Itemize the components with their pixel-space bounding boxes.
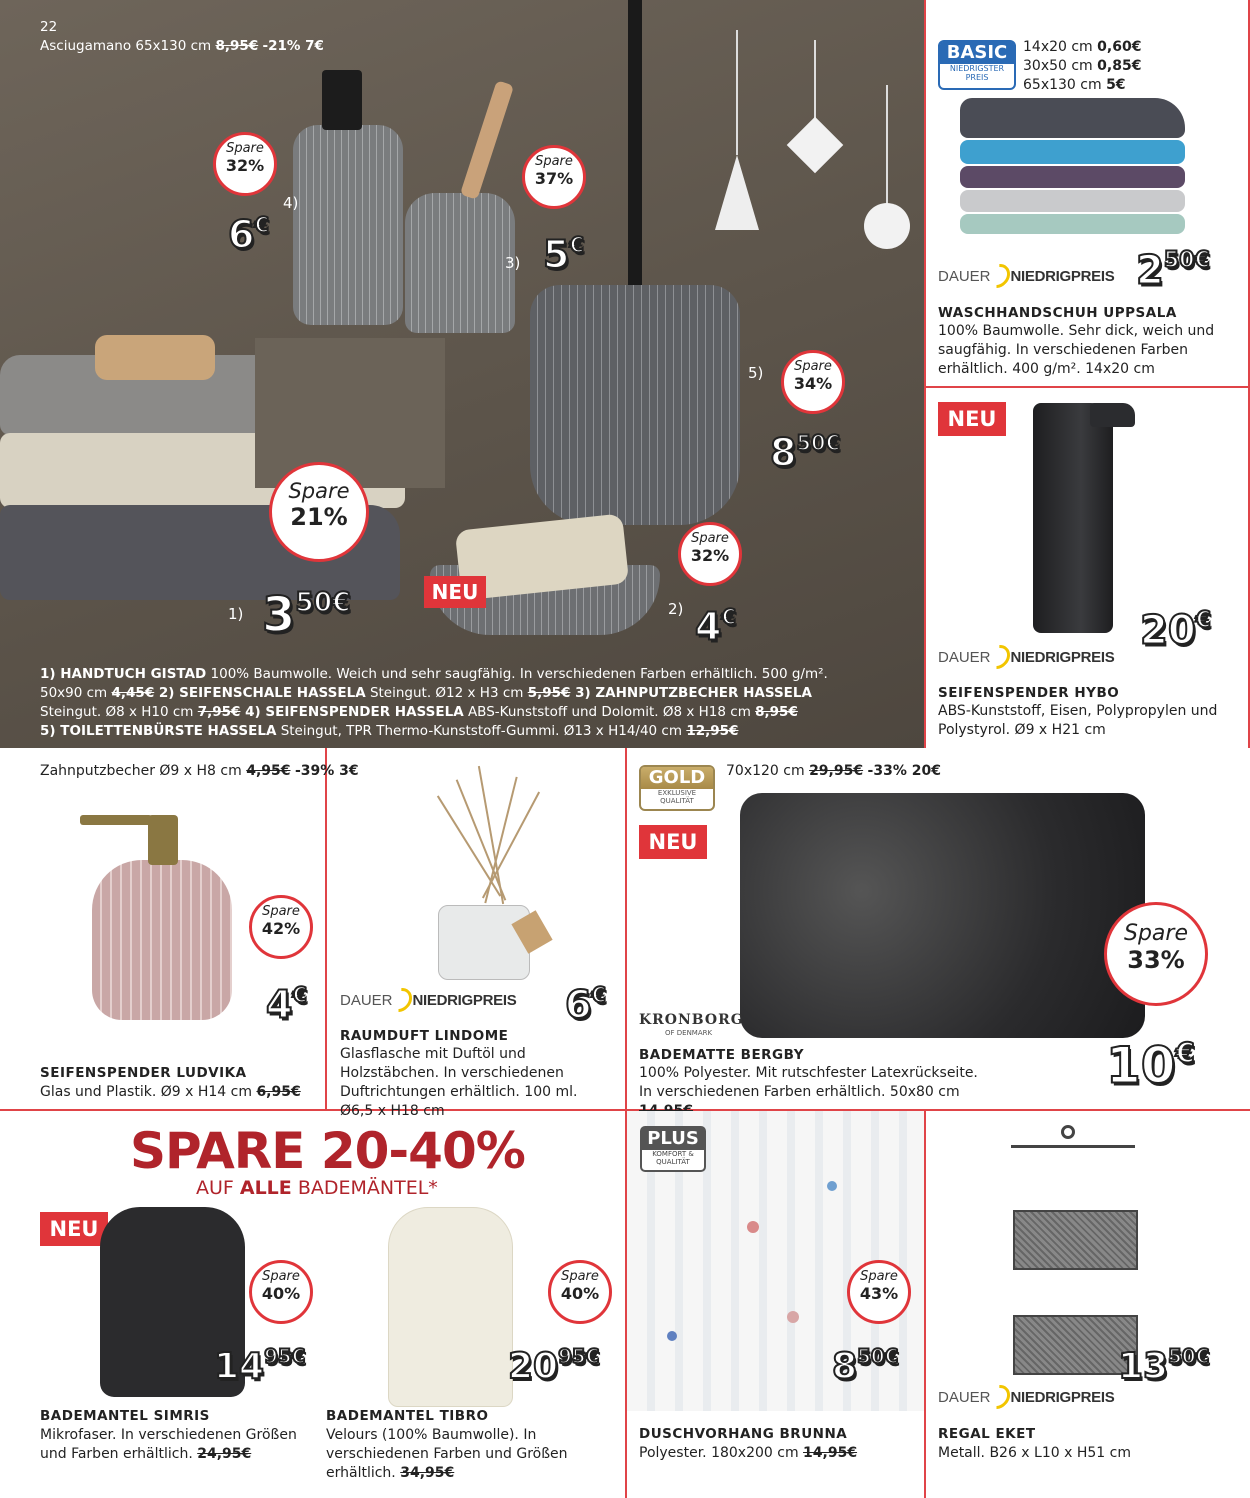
spare-badge: Spare 32%: [213, 132, 277, 196]
bathrobes-subheadline: AUF ALLE BADEMÄNTEL*: [196, 1177, 438, 1199]
ludvika-caption: Zahnputzbecher Ø9 x H8 cm 4,95€ -39% 3€: [40, 763, 359, 779]
product-title: SEIFENSPENDER HYBO: [938, 685, 1120, 701]
item-number: 5): [748, 364, 764, 382]
kronborg-logo: KRONBORG: [639, 1012, 744, 1028]
product-description: Metall. B26 x L10 x H51 cm: [938, 1445, 1131, 1461]
kronborg-subtitle: OF DENMARK: [665, 1029, 713, 1037]
toilet-brush-image: [530, 285, 740, 525]
product-description: ABS-Kunststoff, Eisen, Polypropylen und Polystyrol. Ø9 x H21 cm: [938, 703, 1218, 738]
product-title: BADEMANTEL SIMRIS: [40, 1408, 210, 1424]
price-brunna: $8^{50€}$: [832, 1345, 899, 1387]
product-description: Glasflasche mit Duftöl und Holzstäbchen. In verschiedenen Duftrichtungen erhältlich. 100 ml. Ø6,5 x H18 cm: [340, 1046, 578, 1119]
new-badge: NEU: [938, 402, 1006, 436]
gold-badge: GOLD EXKLUSIVE QUALITÄT: [639, 765, 715, 811]
product-description: Mikrofaser. In verschiedenen Größen und Farben erhältlich. 24,95€: [40, 1427, 297, 1462]
item-number: 4): [283, 194, 299, 212]
product-description: Velours (100% Baumwolle). In verschiedenen Farben und Größen erhältlich. 34,95€: [326, 1427, 568, 1481]
price-uppsala: $2^{50€}$: [1136, 247, 1210, 294]
spare-badge: Spare 37%: [522, 145, 586, 209]
price-simris: $14^{95€}$: [214, 1345, 306, 1387]
heart-ornament-icon: [782, 40, 848, 180]
spare-badge: Spare 40%: [249, 1260, 313, 1324]
price-toilet-brush: $8^{50€}$: [770, 430, 841, 475]
bathrobes-headline: SPARE 20-40%: [130, 1122, 525, 1180]
washcloth-stack-image: [960, 98, 1185, 250]
soap-dispenser-image: [293, 125, 403, 325]
soap-dispenser-hybo-image: [1033, 403, 1113, 633]
spare-badge: Spare 43%: [847, 1260, 911, 1324]
hero-panel: [0, 0, 925, 748]
price-lindome: 6€: [565, 982, 606, 1027]
hero-description: 1) HANDTUCH GISTAD 100% Baumwolle. Weich und sehr saugfähig. In verschiedenen Farben erhältlich. 500 g/m². 50x90 cm 4,45€ 2) SEIFENSCHALE HASSELA Steingut. Ø12 x H3 cm 5,95€ 3) ZAHNPUTZBECHER HASSELA Steingut. Ø8 x H10 cm 7,95€ 4) SEIFENSPENDER HASSELA ABS-Kunststoff und Dolomit. Ø8 x H18 cm 8,95€ 5) TOILETTENBÜRSTE HASSELA Steingut, TPR Thermo-Kunststoff-Gummi. Ø13 x H14/40 cm 12,95€: [40, 666, 828, 739]
spare-badge: Spare 40%: [548, 1260, 612, 1324]
spare-badge: Spare 32%: [678, 522, 742, 586]
new-badge: NEU: [40, 1212, 108, 1246]
price-towel-gistad: $3^{50€}$: [262, 586, 351, 643]
product-title: SEIFENSPENDER LUDVIKA: [40, 1065, 247, 1081]
dauer-niedrigpreis-logo: DAUER NIEDRIGPREIS: [938, 263, 1114, 289]
price-toothbrush-cup: 5€: [543, 232, 584, 277]
item-number: 1): [228, 605, 244, 623]
product-title: WASCHHANDSCHUH UPPSALA: [938, 305, 1177, 321]
item-number: 2): [668, 600, 684, 618]
spare-badge: Spare 21%: [269, 462, 369, 562]
price-hybo: 20€: [1140, 607, 1211, 654]
spare-badge: Spare 42%: [249, 895, 313, 959]
product-title: BADEMANTEL TIBRO: [326, 1408, 489, 1424]
product-title: BADEMATTE BERGBY: [639, 1047, 804, 1063]
toothbrush-cup-image: [405, 193, 515, 333]
hero-caption: Asciugamano 65x130 cm 8,95€ -21% 7€: [40, 38, 324, 54]
price-ludvika: 4€: [266, 982, 307, 1027]
bathrobe-tibro-image: [388, 1207, 513, 1407]
bauble-ornament-icon: [862, 85, 912, 255]
item-number: 3): [505, 254, 521, 272]
price-tibro: $20^{95€}$: [508, 1345, 600, 1387]
soap-dispenser-ludvika-image: [92, 860, 232, 1020]
bergby-caption: 70x120 cm 29,95€ -33% 20€: [726, 763, 941, 779]
tree-ornament-icon: [715, 30, 759, 230]
dauer-niedrigpreis-logo: DAUER NIEDRIGPREIS: [938, 644, 1114, 670]
basic-badge: BASIC NIEDRIGSTER PREIS: [938, 40, 1016, 90]
product-description: 100% Polyester. Mit rutschfester Latexrückseite. In verschiedenen Farben erhältlich. 50x80 cm: [639, 1065, 978, 1100]
uppsala-sizes: 14x20 cm 0,60€ 30x50 cm 0,85€ 65x130 cm 5€: [1023, 39, 1142, 93]
price-bergby: 10€: [1106, 1036, 1195, 1095]
dauer-niedrigpreis-logo: DAUER NIEDRIGPREIS: [340, 987, 516, 1013]
page-number: 22: [40, 19, 58, 35]
product-title: REGAL EKET: [938, 1426, 1036, 1442]
bath-mat-image: [740, 793, 1145, 1038]
product-description: Glas und Plastik. Ø9 x H14 cm 6,95€: [40, 1084, 301, 1100]
spare-badge: Spare 34%: [781, 350, 845, 414]
product-title: DUSCHVORHANG BRUNNA: [639, 1426, 848, 1442]
product-description: 100% Baumwolle. Sehr dick, weich und saugfähig. In verschiedenen Farben erhältlich. 400 g/m². 14x20 cm: [938, 323, 1215, 377]
dauer-niedrigpreis-logo: DAUER NIEDRIGPREIS: [938, 1384, 1114, 1410]
new-badge: NEU: [424, 576, 486, 608]
price-eket: $13^{50€}$: [1118, 1345, 1210, 1387]
product-description: Polyester. 180x200 cm 14,95€: [639, 1445, 858, 1461]
spare-badge: Spare 33%: [1104, 902, 1208, 1006]
reed-diffuser-image: [420, 765, 560, 985]
product-title: RAUMDUFT LINDOME: [340, 1028, 509, 1044]
price-soap-dish: 4€: [695, 604, 736, 649]
price-soap-dispenser: 6€: [228, 212, 269, 257]
plus-badge: PLUS KOMFORT & QUALITÄT: [640, 1126, 706, 1172]
new-badge: NEU: [639, 825, 707, 859]
